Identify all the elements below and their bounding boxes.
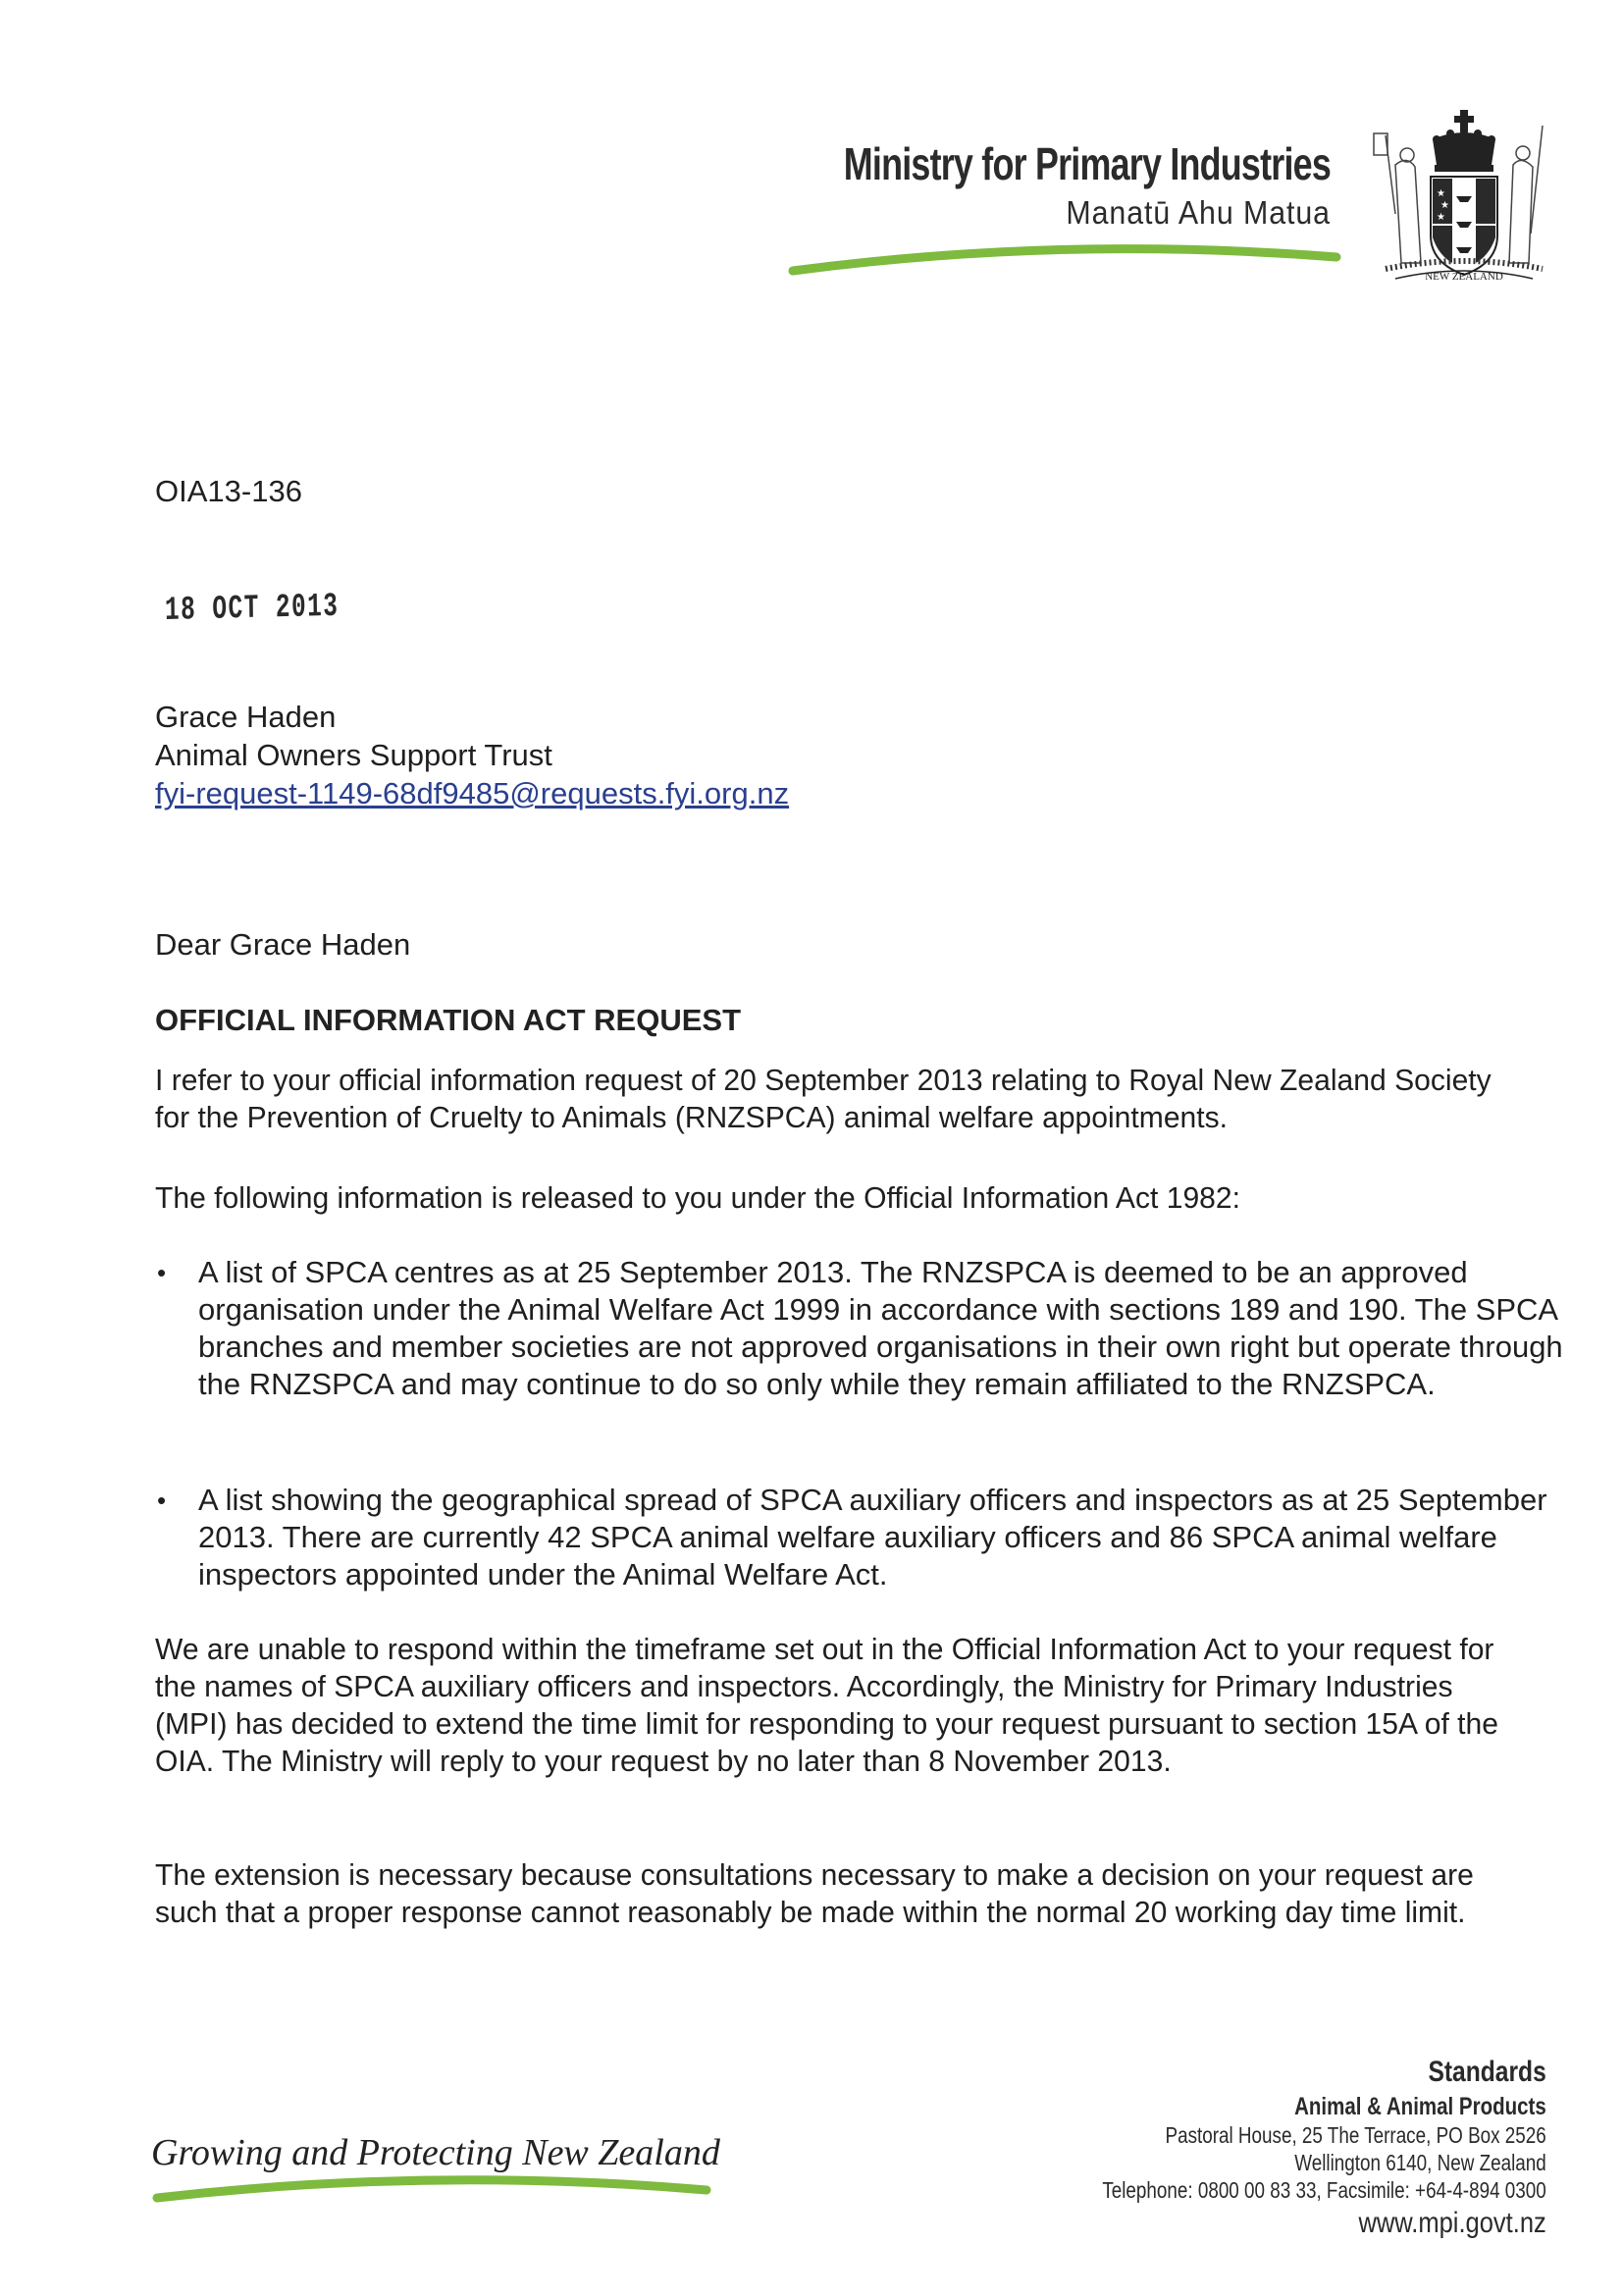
list-item: [155, 1482, 1568, 1593]
salutation: Dear Grace Haden: [155, 927, 411, 962]
list-item-text: A list of SPCA centres as at 25 September 2013. The RNZSPCA is deemed to be an approved organisation under the Animal Welfare Act 1999 in accordance with sections 189 and 190. The SPCA branches and member societies are not approved organisations in their own right but operate through the RNZSPCA and may continue to do so only while they remain affiliated to the RNZSPCA.: [198, 1255, 1563, 1401]
body-paragraph-reason: The extension is necessary because consultations necessary to make a decision on your request are such that a proper response cannot reasonably be made within the normal 20 working day time limit.: [155, 1857, 1474, 1929]
recipient-email-link[interactable]: fyi-request-1149-68df9485@requests.fyi.org.nz: [155, 776, 790, 810]
recipient-address: [155, 699, 789, 813]
recipient-organisation: Animal Owners Support Trust: [155, 738, 552, 772]
letter-heading: OFFICIAL INFORMATION ACT REQUEST: [155, 1003, 742, 1037]
org-name-maori: Manatū Ahu Matua: [1066, 194, 1331, 231]
recipient-name: Grace Haden: [155, 700, 337, 734]
body-paragraph-intro: I refer to your official information request of 20 September 2013 relating to Royal New Zealand Society for the Prevention of Cruelty to Animals (RNZSPCA) animal welfare appointments.: [155, 1063, 1492, 1134]
svg-text:NEW ZEALAND: NEW ZEALAND: [1425, 271, 1503, 283]
svg-text:★: ★: [1437, 188, 1445, 199]
footer-address-line1: Pastoral House, 25 The Terrace, PO Box 2526: [1165, 2122, 1546, 2148]
footer-contact-numbers: Telephone: 0800 00 83 33, Facsimile: +64-4-894 0300: [1102, 2177, 1546, 2203]
svg-text:★: ★: [1437, 212, 1445, 223]
coat-of-arms-icon: [1366, 106, 1562, 292]
list-item: [155, 1254, 1568, 1403]
brand-swoosh-icon: [785, 234, 1344, 283]
svg-text:★: ★: [1440, 200, 1449, 211]
date-stamp: 18 OCT 2013: [164, 588, 340, 630]
body-paragraph-release: The following information is released to you under the Official Information Act 1982:: [155, 1180, 1240, 1215]
bullet-icon: •: [157, 1258, 167, 1287]
footer-swoosh-icon: [147, 2168, 716, 2208]
footer-tagline: Growing and Protecting New Zealand: [151, 2132, 720, 2173]
list-item-text: A list showing the geographical spread of SPCA auxiliary officers and inspectors as at 25 September 2013. There are currently 42 SPCA animal welfare auxiliary officers and 86 SPCA animal welfare inspectors appointed under the Animal Welfare Act.: [198, 1483, 1547, 1592]
body-paragraph-extension: We are unable to respond within the timeframe set out in the Official Information Act to your request for the names of SPCA auxiliary officers and inspectors. Accordingly, the Ministry for Primary Industries (MPI) has decided to extend the time limit for responding to your request pursuant to section 15A of the OIA. The Ministry will reply to your request by no later than 8 November 2013.: [155, 1632, 1498, 1778]
footer-contact-block: [1005, 2053, 1546, 2243]
footer-website-link[interactable]: www.mpi.govt.nz: [1358, 2207, 1546, 2239]
bullet-icon: •: [157, 1486, 167, 1515]
footer-address-line2: Wellington 6140, New Zealand: [1294, 2150, 1546, 2175]
footer-department: Standards: [1428, 2056, 1546, 2088]
reference-number: OIA13-136: [155, 474, 302, 508]
footer-unit: Animal & Animal Products: [1294, 2093, 1546, 2120]
org-name: Ministry for Primary Industries: [843, 138, 1331, 189]
